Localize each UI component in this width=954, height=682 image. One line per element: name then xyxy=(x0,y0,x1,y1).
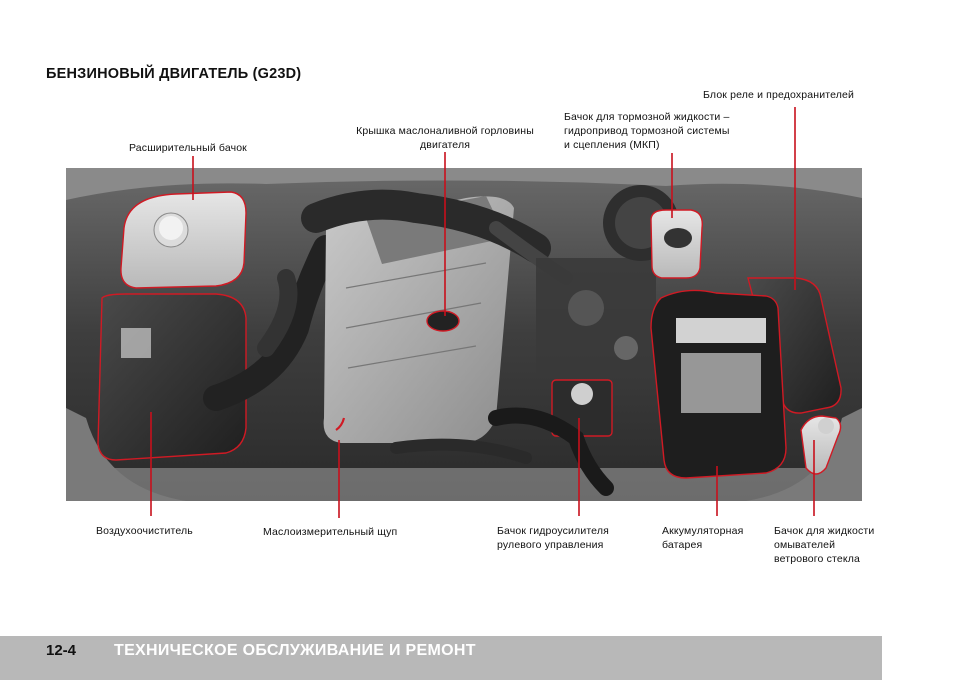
label-dipstick xyxy=(263,525,397,539)
page-number: 12-4 xyxy=(46,642,77,659)
section-title: ТЕХНИЧЕСКОЕ ОБСЛУЖИВАНИЕ И РЕМОНТ xyxy=(114,642,476,659)
label-washer xyxy=(774,524,874,566)
label-brake-fluid xyxy=(564,110,730,152)
label-expansion-tank xyxy=(129,141,247,155)
label-power-steering xyxy=(497,524,609,552)
label-battery xyxy=(662,524,743,552)
label-brake-fluid-line-1: Бачок для тормозной жидкости – xyxy=(564,111,730,123)
label-power-steering-line-2: рулевого управления xyxy=(497,539,604,551)
label-washer-line-2: омывателей xyxy=(774,539,836,551)
label-oil-cap-line-2: двигателя xyxy=(419,139,471,151)
engine-bay-photo xyxy=(66,168,862,501)
label-relay-box-text: Блок реле и предохранителей xyxy=(703,89,855,101)
label-brake-fluid-line-3: и сцепления (МКП) xyxy=(564,139,660,151)
label-brake-fluid-line-2: гидропривод тормозной системы xyxy=(564,125,730,137)
label-washer-line-1: Бачок для жидкости xyxy=(774,525,875,537)
label-oil-cap xyxy=(345,124,545,152)
page-title: БЕНЗИНОВЫЙ ДВИГАТЕЛЬ (G23D) xyxy=(46,66,302,82)
label-washer-line-3: ветрового стекла xyxy=(774,553,860,565)
label-power-steering-line-1: Бачок гидроусилителя xyxy=(497,525,609,537)
label-dipstick-text: Маслоизмерительный щуп xyxy=(263,526,398,538)
label-relay-box xyxy=(703,88,854,102)
label-expansion-tank-text: Расширительный бачок xyxy=(129,142,247,154)
label-battery-line-1: Аккумуляторная xyxy=(662,525,744,537)
label-air-cleaner-text: Воздухоочиститель xyxy=(96,525,193,537)
label-air-cleaner xyxy=(96,524,193,538)
label-battery-line-2: батарея xyxy=(662,539,703,551)
label-oil-cap-line-1: Крышка маслоналивной горловины xyxy=(356,125,534,137)
